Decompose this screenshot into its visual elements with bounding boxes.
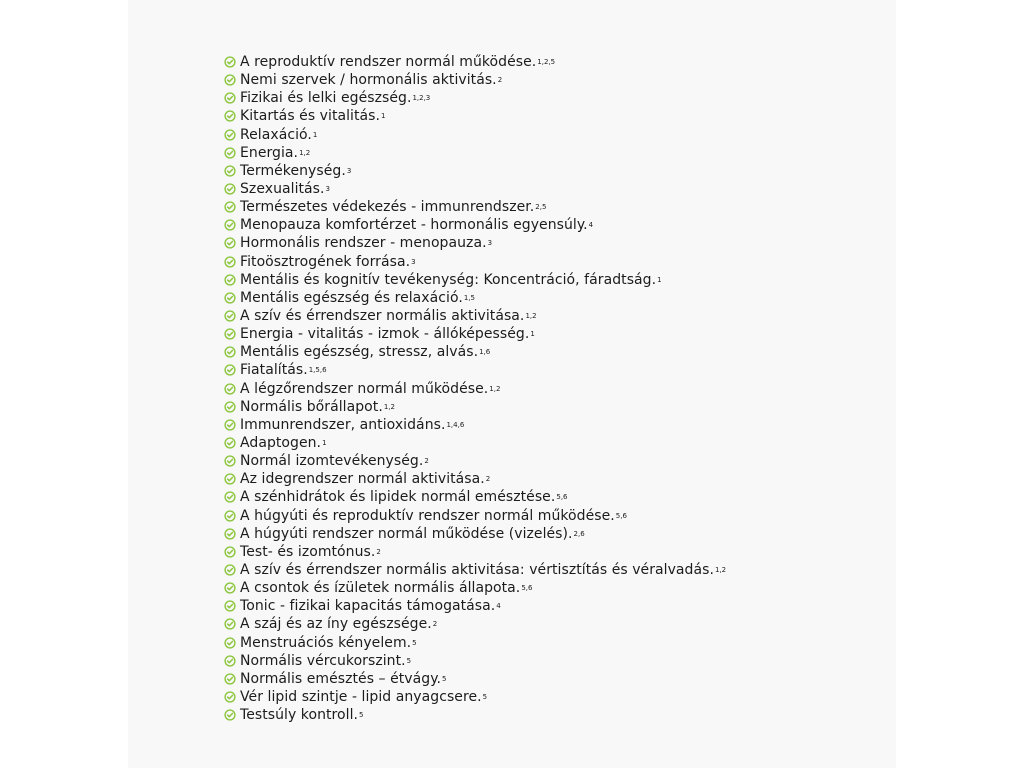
list-item-text: A húgyúti és reproduktív rendszer normál működése. [240,507,615,524]
list-item-text: A szénhidrátok és lipidek normál emésztése. [240,489,556,506]
check-circle-icon [224,564,236,576]
check-circle-icon [224,237,236,249]
check-circle-icon [224,92,236,104]
list-item-text: A légzőrendszer normál működése. [240,380,489,397]
check-circle-icon [224,582,236,594]
list-item-text: A reproduktív rendszer normál működése. [240,54,537,71]
check-circle-icon [224,274,236,286]
check-circle-icon [224,110,236,122]
list-item: Hormonális rendszer - menopauza. 3 [224,234,726,252]
check-circle-icon [224,129,236,141]
list-item-text: Energia - vitalitás - izmok - állóképesség. [240,326,530,343]
list-item: Relaxáció. 1 [224,126,726,144]
list-item: Test- és izomtónus. 2 [224,543,726,561]
list-item: Energia - vitalitás - izmok - állóképesség. 1 [224,325,726,343]
list-item: Normális vércukorszint. 5 [224,652,726,670]
check-circle-icon [224,364,236,376]
list-item-text: Szexualitás. [240,181,325,198]
list-item-text: Normális bőrállapot. [240,398,383,415]
check-circle-icon [224,56,236,68]
list-item-text: Mentális és kognitív tevékenység: Koncentráció, fáradtság. [240,271,657,288]
list-item-text: Fizikai és lelki egészség. [240,90,412,107]
check-circle-icon [224,673,236,685]
list-item: A húgyúti és reproduktív rendszer normál működése. 5,6 [224,507,726,525]
list-item: A szív és érrendszer normális aktivitása: vértisztítás és véralvadás. 1,2 [224,561,726,579]
list-item-text: Mentális egészség, stressz, alvás. [240,344,479,361]
list-item-text: A szív és érrendszer normális aktivitása: vértisztítás és véralvadás. [240,562,714,578]
check-circle-icon [224,510,236,522]
list-item-text: Relaxáció. [240,126,312,143]
list-item-text: Az idegrendszer normál aktivitása. [240,471,485,488]
check-circle-icon [224,419,236,431]
list-item-text: Normális emésztés – étvágy. [240,670,442,687]
list-item-text: Normál izomtevékenység. [240,453,424,470]
list-item: Menstruációs kényelem. 5 [224,634,726,652]
list-item-text: Termékenység. [240,162,346,179]
list-item-text: Menstruációs kényelem. [240,634,412,651]
list-item-text: A száj és az íny egészsége. [240,616,432,633]
list-item: A légzőrendszer normál működése. 1,2 [224,380,726,398]
check-circle-icon [224,637,236,649]
list-item-text: Természetes védekezés - immunrendszer. [240,199,535,216]
list-item: Testsúly kontroll. 5 [224,706,726,724]
list-item: Menopauza komfortérzet - hormonális egyensúly. 4 [224,216,726,234]
list-item: A csontok és ízületek normális állapota. 5,6 [224,579,726,597]
list-item: Tonic - fizikai kapacitás támogatása. 4 [224,597,726,615]
check-circle-icon [224,183,236,195]
list-item: Fiatalítás. 1,5,6 [224,361,726,379]
benefit-list [224,53,726,724]
list-item: Az idegrendszer normál aktivitása. 2 [224,470,726,488]
check-circle-icon [224,528,236,540]
check-circle-icon [224,600,236,612]
list-item-text: Menopauza komfortérzet - hormonális egyensúly. [240,217,588,234]
list-item: Szexualitás. 3 [224,180,726,198]
list-item: Energia. 1,2 [224,144,726,162]
list-item: Normál izomtevékenység. 2 [224,452,726,470]
check-circle-icon [224,256,236,268]
check-circle-icon [224,310,236,322]
list-item: A szív és érrendszer normális aktivitása. 1,2 [224,307,726,325]
list-item: Vér lipid szintje - lipid anyagcsere. 5 [224,688,726,706]
check-circle-icon [224,201,236,213]
check-circle-icon [224,383,236,395]
list-item: Immunrendszer, antioxidáns. 1,4,6 [224,416,726,434]
list-item-text: Energia. [240,144,299,161]
list-item-text: Adaptogen. [240,435,322,452]
list-item: Fitoösztrogének forrása. 3 [224,253,726,271]
check-circle-icon [224,491,236,503]
list-item: Természetes védekezés - immunrendszer. 2,5 [224,198,726,216]
list-item: Normális bőrállapot. 1,2 [224,398,726,416]
list-item: Nemi szervek / hormonális aktivitás. 2 [224,71,726,89]
list-item: Mentális egészség és relaxáció. 1,5 [224,289,726,307]
check-circle-icon [224,328,236,340]
list-item-text: Test- és izomtónus. [240,543,376,560]
list-item: Adaptogen. 1 [224,434,726,452]
list-item: Termékenység. 3 [224,162,726,180]
list-item: Mentális és kognitív tevékenység: Koncentráció, fáradtság. 1 [224,271,726,289]
list-item: A száj és az íny egészsége. 2 [224,615,726,633]
check-circle-icon [224,401,236,413]
check-circle-icon [224,292,236,304]
list-item-text: Immunrendszer, antioxidáns. [240,416,446,433]
check-circle-icon [224,74,236,86]
check-circle-icon [224,691,236,703]
list-item: Mentális egészség, stressz, alvás. 1,6 [224,343,726,361]
check-circle-icon [224,346,236,358]
list-item-text: Testsúly kontroll. [240,707,359,724]
list-item-text: A húgyúti rendszer normál működése (vizelés). [240,525,573,542]
check-circle-icon [224,709,236,721]
check-circle-icon [224,147,236,159]
check-circle-icon [224,473,236,485]
check-circle-icon [224,655,236,667]
list-item: A húgyúti rendszer normál működése (vizelés). 2,6 [224,525,726,543]
list-item-text: Kitartás és vitalitás. [240,108,380,125]
list-item: Fizikai és lelki egészség. 1,2,3 [224,89,726,107]
list-item-text: Tonic - fizikai kapacitás támogatása. [240,598,496,615]
list-item-text: Nemi szervek / hormonális aktivitás. [240,72,497,89]
list-item: Kitartás és vitalitás. 1 [224,107,726,125]
list-item-text: A csontok és ízületek normális állapota. [240,580,521,597]
page [128,0,896,768]
check-circle-icon [224,618,236,630]
list-item-text: Fiatalítás. [240,362,308,379]
check-circle-icon [224,546,236,558]
list-item: Normális emésztés – étvágy. 5 [224,670,726,688]
list-item-text: Mentális egészség és relaxáció. [240,289,463,306]
list-item-text: Hormonális rendszer - menopauza. [240,235,487,252]
list-item-text: A szív és érrendszer normális aktivitása. [240,308,525,325]
check-circle-icon [224,219,236,231]
list-item: A szénhidrátok és lipidek normál emésztése. 5,6 [224,488,726,506]
check-circle-icon [224,165,236,177]
list-item-text: Normális vércukorszint. [240,652,406,669]
list-item-text: Vér lipid szintje - lipid anyagcsere. [240,688,482,705]
check-circle-icon [224,455,236,467]
list-item: A reproduktív rendszer normál működése. 1,2,5 [224,53,726,71]
list-item-text: Fitoösztrogének forrása. [240,253,411,270]
check-circle-icon [224,437,236,449]
